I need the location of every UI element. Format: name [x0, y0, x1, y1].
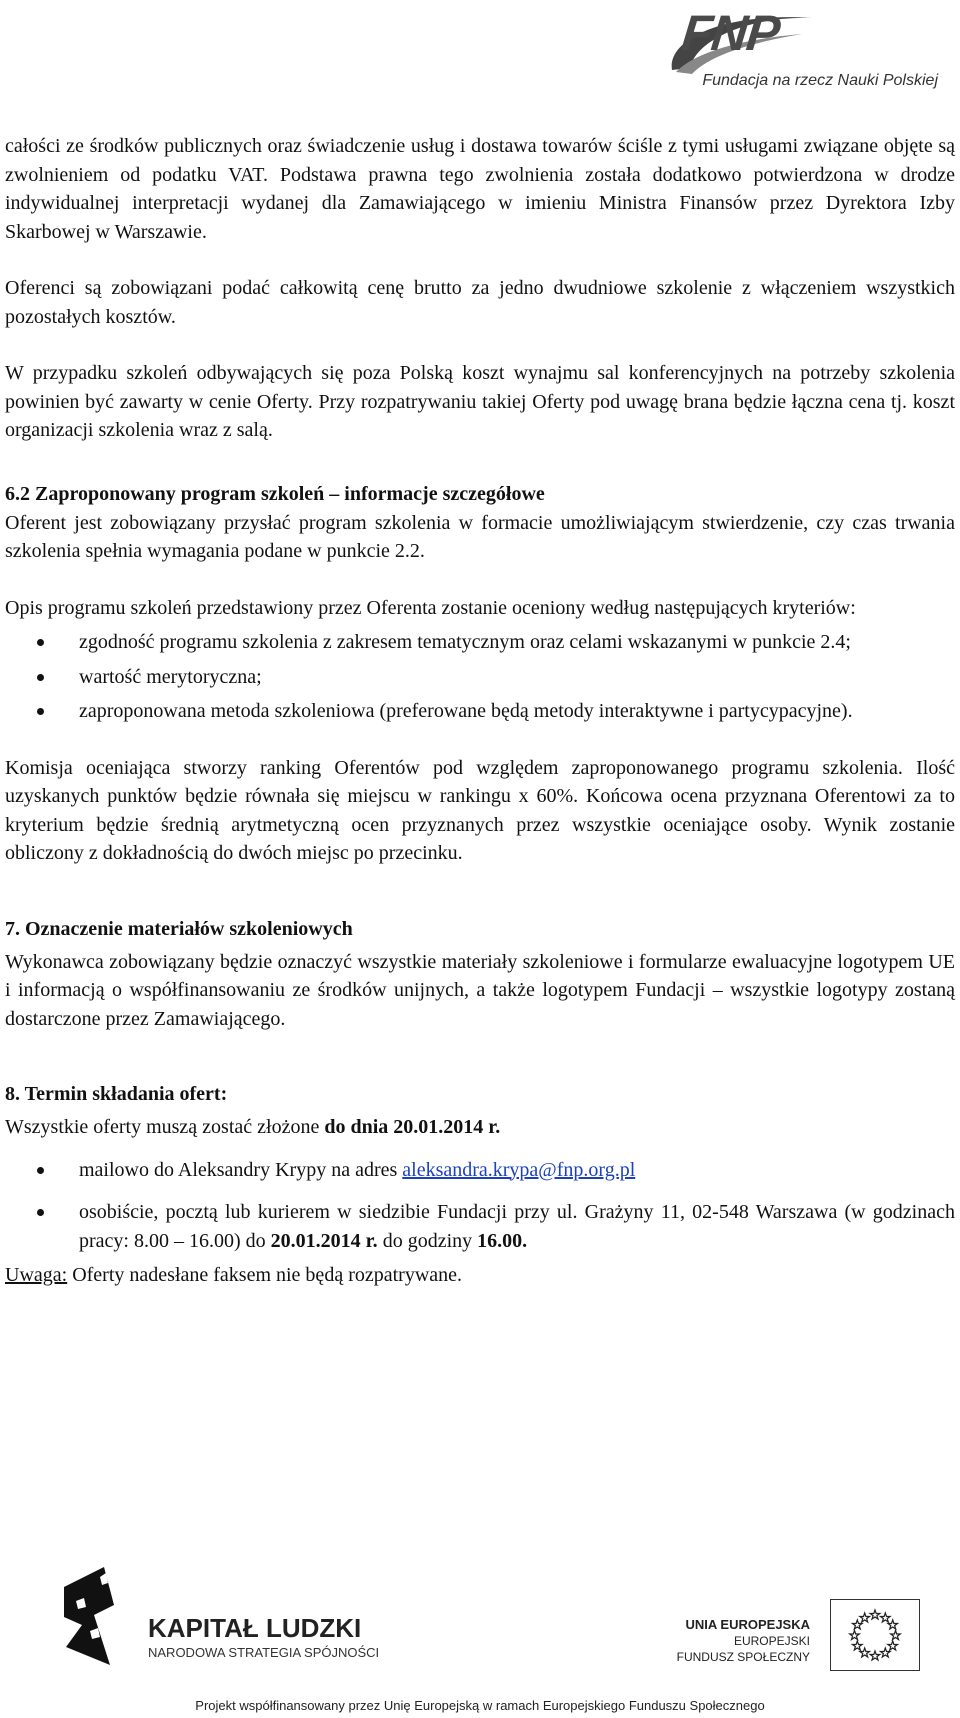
submission-list — [5, 1156, 955, 1256]
bullet-icon — [37, 1209, 44, 1216]
note-label: Uwaga: — [5, 1264, 68, 1286]
section-heading-7: 7. Oznaczenie materiałów szkoleniowych — [5, 917, 353, 940]
bullet-icon — [37, 674, 44, 681]
page-header — [600, 0, 960, 110]
paragraph: całości ze środków publicznych oraz świadczenie usług i dostawa towarów ściśle z tymi usługami związane objęte są zwolnieniem od podatku VAT. Podstawa prawna tego zwolnienia została dodatkowo potwierdzona w drodze indywidualnej interpretacji wydanej dla Zamawiającego w imieniu Ministra Finansów przez Dyrektora Izby Skarbowej w Warszawie. — [5, 135, 955, 243]
eu-logo — [670, 1577, 920, 1677]
deadline-date: do dnia 20.01.2014 r. — [324, 1116, 501, 1138]
page-footer — [0, 1555, 960, 1718]
list-item: zgodność programu szkolenia z zakresem tematycznym oraz celami wskazanymi w punkcie 2.4; — [5, 628, 955, 657]
document-body — [5, 132, 955, 1290]
list-item: zaproponowana metoda szkoleniowa (preferowane będą metody interaktywne i partycypacyjne). — [5, 697, 955, 726]
kapital-ludzki-subtitle: NARODOWA STRATEGIA SPÓJNOŚCI — [148, 1645, 380, 1660]
fnp-logo-text: FNP — [679, 5, 782, 61]
paragraph: Wykonawca zobowiązany będzie oznaczyć wszystkie materiały szkoleniowe i formularze ewaluacyjne logotypem UE i informacją o współfinansowaniu ze środków unijnych, a także logotypem Fundacji – wszystkie logotypy zostaną dostarczone przez Zamawiającego. — [5, 950, 955, 1030]
email-link[interactable]: aleksandra.krypa@fnp.org.pl — [402, 1158, 636, 1181]
list-item: wartość merytoryczna; — [5, 663, 955, 692]
eu-flag-icon — [830, 1599, 920, 1671]
paragraph: Oferent jest zobowiązany przysłać program szkolenia w formacie umożliwiającym stwierdzenie, czy czas trwania szkolenia spełnia wymagania podane w punkcie 2.2. — [5, 511, 955, 562]
kapital-ludzki-emblem-icon — [60, 1565, 120, 1670]
paragraph: Opis programu szkoleń przedstawiony przez Oferenta zostanie oceniony według następujących kryteriów: — [5, 596, 856, 619]
list-item: mailowo do Aleksandry Krypy na adres aleksandra.krypa@fnp.org.pl — [5, 1156, 955, 1185]
bullet-icon — [37, 708, 44, 715]
section-heading-8: 8. Termin składania ofert: — [5, 1083, 228, 1105]
paragraph: W przypadku szkoleń odbywających się poza Polską koszt wynajmu sal konferencyjnych na potrzeby szkolenia powinien być zawarty w cenie Oferty. Przy rozpatrywaniu takiej Oferty pod uwagę brana będzie łączna cena tj. koszt organizacji szkolenia wraz z salą. — [5, 362, 955, 441]
note-paragraph: Uwaga: Oferty nadesłane faksem nie będą rozpatrywane. — [5, 1264, 463, 1286]
section-heading-6-2: 6.2 Zaproponowany program szkoleń – informacje szczegółowe — [5, 482, 545, 505]
kapital-ludzki-logo — [60, 1565, 420, 1665]
eu-line-3: FUNDUSZ SPOŁECZNY — [676, 1650, 810, 1664]
footer-note: Projekt współfinansowany przez Unię Europejską w ramach Europejskiego Funduszu Społecznego — [195, 1698, 765, 1713]
paragraph: Komisja oceniająca stworzy ranking Oferentów pod względem zaproponowanego programu szkolenia. Ilość uzyskanych punktów będzie równała się miejscu w rankingu x 60%. Końcowa ocena przyznana Oferentowi za to kryterium będzie średnią arytmetyczną ocen przyznanych przez wszystkie oceniające osoby. Wynik zostanie obliczony z dokładnością do dwóch miejsc po przecinku. — [5, 756, 955, 864]
eu-line-2: EUROPEJSKI — [733, 1634, 810, 1648]
list-item: osobiście, pocztą lub kurierem w siedzibie Fundacji przy ul. Grażyny 11, 02-548 Warszawa (w godzinach pracy: 8.00 – 16.00) do 20.01.2014 r. do godziny 16.00. — [5, 1198, 955, 1255]
deadline-paragraph: Wszystkie oferty muszą zostać złożone do dnia 20.01.2014 r. — [5, 1116, 501, 1138]
fnp-logo — [622, 2, 942, 102]
kapital-ludzki-title: KAPITAŁ LUDZKI — [148, 1613, 362, 1643]
bullet-icon — [37, 639, 44, 646]
paragraph: Oferenci są zobowiązani podać całkowitą cenę brutto za jedno dwudniowe szkolenie z włączeniem wszystkich pozostałych kosztów. — [5, 277, 955, 328]
eu-line-1: UNIA EUROPEJSKA — [685, 1617, 810, 1632]
criteria-list — [5, 628, 955, 726]
fnp-logo-subtitle: Fundacja na rzecz Nauki Polskiej — [702, 72, 938, 89]
bullet-icon — [37, 1167, 44, 1174]
